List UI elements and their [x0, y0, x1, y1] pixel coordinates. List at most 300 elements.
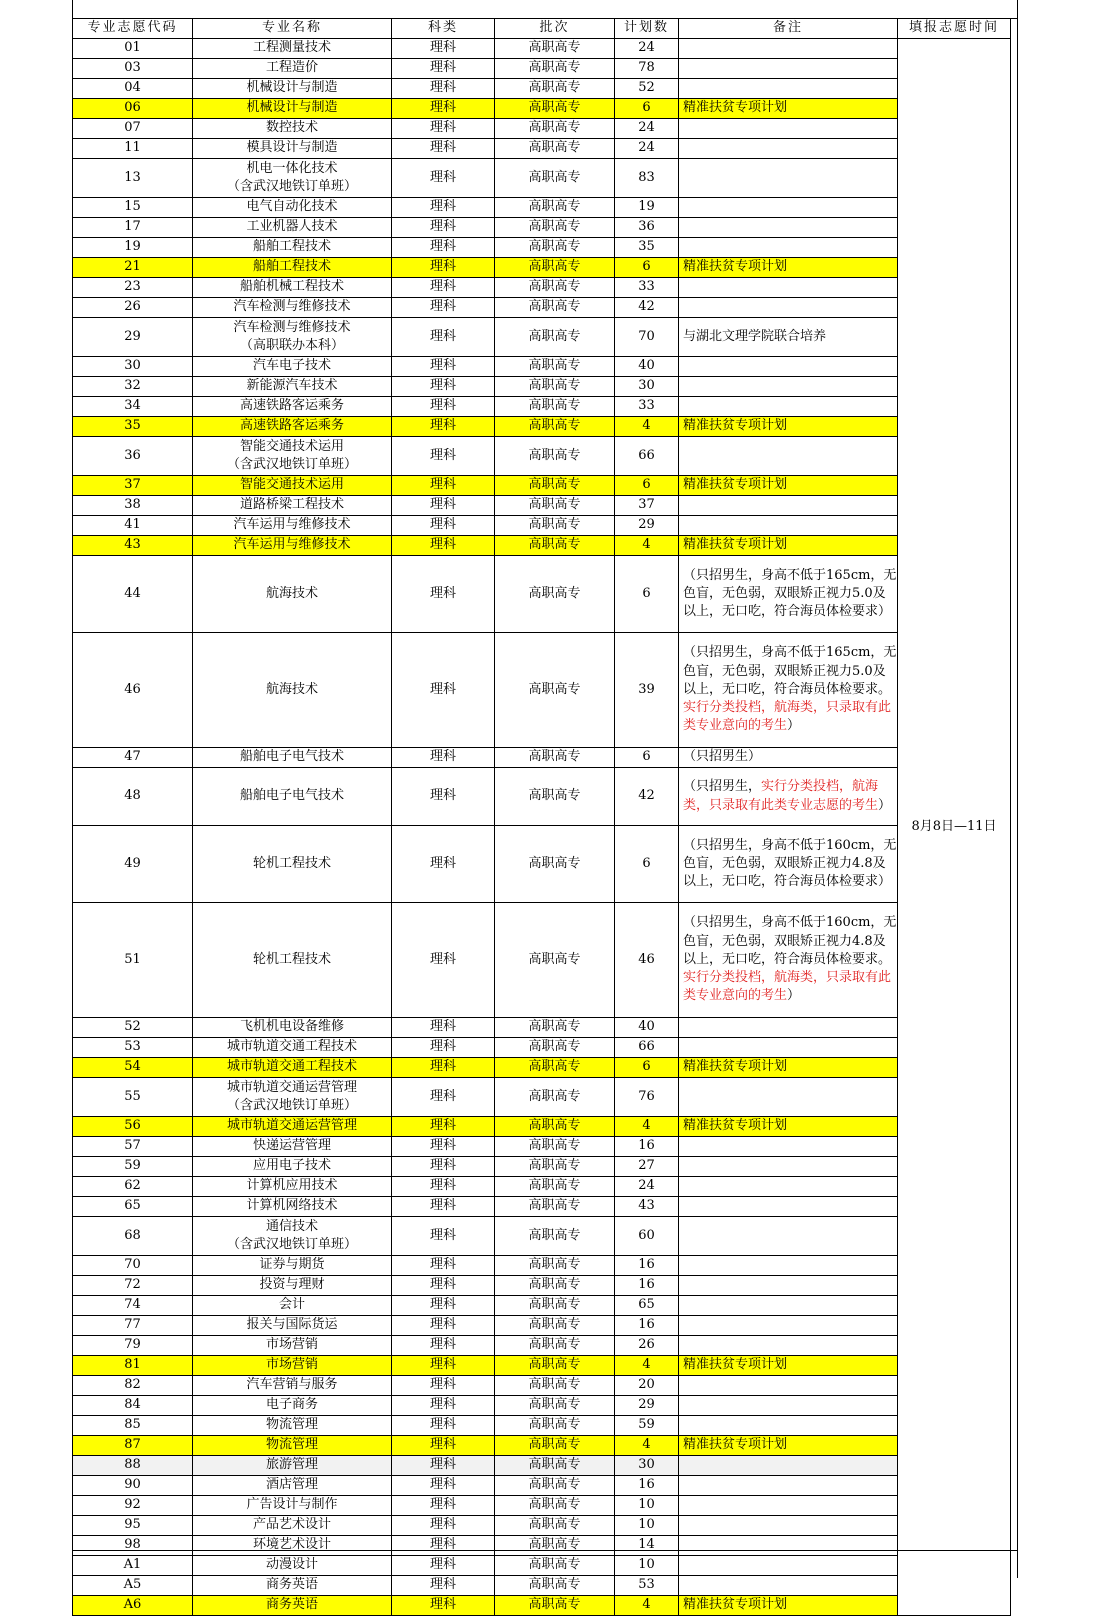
cell-note [679, 1556, 898, 1576]
cell-plan: 6 [615, 99, 679, 119]
cell-plan: 16 [615, 1276, 679, 1296]
table-row [73, 1058, 1011, 1078]
table-row [73, 1576, 1011, 1596]
cell-plan: 70 [615, 318, 679, 357]
note-tail: ） [878, 797, 892, 813]
cell-name: 船舶电子电气技术 [193, 768, 392, 826]
cell-note [679, 1496, 898, 1516]
cell-batch: 高职高专 [495, 1276, 615, 1296]
cell-category: 理科 [392, 1356, 495, 1376]
table-row [73, 437, 1011, 476]
cell-code: 98 [73, 1536, 193, 1556]
cell-category: 理科 [392, 1078, 495, 1117]
cell-code: 48 [73, 768, 193, 826]
cell-category: 理科 [392, 99, 495, 119]
cell-plan: 60 [615, 1217, 679, 1256]
cell-category: 理科 [392, 79, 495, 99]
cell-note [679, 1376, 898, 1396]
table-row [73, 59, 1011, 79]
cell-code: 88 [73, 1456, 193, 1476]
header-note: 备注 [679, 19, 898, 39]
cell-note [679, 357, 898, 377]
cell-batch: 高职高专 [495, 218, 615, 238]
cell-note [679, 1058, 898, 1078]
cell-batch: 高职高专 [495, 437, 615, 476]
cell-category: 理科 [392, 1376, 495, 1396]
cell-batch: 高职高专 [495, 516, 615, 536]
note-text: （只招男生，身高不低于160cm，无色盲，无色弱，双眼矫正视力4.8及以上，无口吃，符合海员体检要求） [683, 837, 897, 890]
cell-code: 95 [73, 1516, 193, 1536]
table-row [73, 556, 1011, 633]
cell-name: 轮机工程技术 [193, 826, 392, 903]
table-row [73, 258, 1011, 278]
cell-note [679, 1038, 898, 1058]
cell-plan: 83 [615, 159, 679, 198]
cell-category: 理科 [392, 476, 495, 496]
cell-name: 计算机网络技术 [193, 1197, 392, 1217]
cell-code: 07 [73, 119, 193, 139]
cell-note [679, 1078, 898, 1117]
cell-batch: 高职高专 [495, 59, 615, 79]
table-row [73, 238, 1011, 258]
cell-name: 汽车检测与维修技术 （高职联办本科） [193, 318, 392, 357]
cell-category: 理科 [392, 1177, 495, 1197]
cell-batch: 高职高专 [495, 1376, 615, 1396]
cell-name: 机械设计与制造 [193, 79, 392, 99]
cell-name: 船舶工程技术 [193, 258, 392, 278]
cell-note [679, 377, 898, 397]
cell-code: 47 [73, 748, 193, 768]
note-text: 精准扶贫专项计划 [683, 1437, 788, 1453]
table-row [73, 397, 1011, 417]
cell-category: 理科 [392, 1058, 495, 1078]
cell-note [679, 39, 898, 59]
cell-code: 92 [73, 1496, 193, 1516]
cell-batch: 高职高专 [495, 377, 615, 397]
cell-plan: 16 [615, 1316, 679, 1336]
cell-note [679, 476, 898, 496]
cell-code: 15 [73, 198, 193, 218]
cell-plan: 4 [615, 1117, 679, 1137]
cell-name: 市场营销 [193, 1356, 392, 1376]
cell-note [679, 1456, 898, 1476]
note-text: 精准扶贫专项计划 [683, 100, 788, 116]
table-row [73, 1177, 1011, 1197]
cell-name: 证券与期货 [193, 1256, 392, 1276]
cell-note [679, 1177, 898, 1197]
cell-category: 理科 [392, 903, 495, 1018]
cell-name: 高速铁路客运乘务 [193, 397, 392, 417]
cell-plan: 33 [615, 278, 679, 298]
cell-code: 84 [73, 1396, 193, 1416]
cell-name: 船舶工程技术 [193, 238, 392, 258]
cell-plan: 19 [615, 198, 679, 218]
cell-batch: 高职高专 [495, 536, 615, 556]
cell-plan: 59 [615, 1416, 679, 1436]
cell-code: 56 [73, 1117, 193, 1137]
cell-category: 理科 [392, 633, 495, 748]
cell-plan: 6 [615, 476, 679, 496]
enrollment-plan-table [72, 18, 1011, 1616]
cell-code: 74 [73, 1296, 193, 1316]
cell-code: 06 [73, 99, 193, 119]
table-row [73, 1157, 1011, 1177]
cell-batch: 高职高专 [495, 79, 615, 99]
cell-code: 87 [73, 1436, 193, 1456]
cell-batch: 高职高专 [495, 1436, 615, 1456]
cell-note [679, 318, 898, 357]
cell-plan: 10 [615, 1496, 679, 1516]
cell-batch: 高职高专 [495, 278, 615, 298]
cell-batch: 高职高专 [495, 1516, 615, 1536]
cell-plan: 4 [615, 417, 679, 437]
cell-plan: 30 [615, 377, 679, 397]
note-text: （只招男生，身高不低于160cm，无色盲，无色弱，双眼矫正视力4.8及以上，无口吃，符合海员体检要求。 [683, 915, 897, 967]
cell-name: 高速铁路客运乘务 [193, 417, 392, 437]
cell-batch: 高职高专 [495, 903, 615, 1018]
cell-category: 理科 [392, 298, 495, 318]
table-row [73, 1256, 1011, 1276]
cell-note [679, 417, 898, 437]
cell-category: 理科 [392, 1516, 495, 1536]
cell-code: 55 [73, 1078, 193, 1117]
cell-code: 11 [73, 139, 193, 159]
cell-batch: 高职高专 [495, 1456, 615, 1476]
cell-batch: 高职高专 [495, 417, 615, 437]
cell-batch: 高职高专 [495, 1137, 615, 1157]
cell-plan: 20 [615, 1376, 679, 1396]
cell-note [679, 119, 898, 139]
cell-batch: 高职高专 [495, 1356, 615, 1376]
table-row [73, 318, 1011, 357]
cell-note [679, 139, 898, 159]
note-text: 精准扶贫专项计划 [683, 1059, 788, 1075]
cell-note [679, 437, 898, 476]
cell-category: 理科 [392, 238, 495, 258]
cell-batch: 高职高专 [495, 1177, 615, 1197]
cell-code: 23 [73, 278, 193, 298]
cell-batch: 高职高专 [495, 1058, 615, 1078]
cell-batch: 高职高专 [495, 99, 615, 119]
cell-note [679, 1476, 898, 1496]
cell-plan: 27 [615, 1157, 679, 1177]
cell-category: 理科 [392, 1018, 495, 1038]
cell-code: 51 [73, 903, 193, 1018]
cell-note [679, 536, 898, 556]
cell-plan: 24 [615, 119, 679, 139]
cell-code: 46 [73, 633, 193, 748]
cell-note [679, 1536, 898, 1556]
cell-note [679, 1137, 898, 1157]
cell-batch: 高职高专 [495, 1396, 615, 1416]
cell-name: 电子商务 [193, 1396, 392, 1416]
cell-name: 工程造价 [193, 59, 392, 79]
cell-note [679, 1316, 898, 1336]
table-row [73, 377, 1011, 397]
cell-batch: 高职高专 [495, 1117, 615, 1137]
cell-batch: 高职高专 [495, 1476, 615, 1496]
table-row [73, 1496, 1011, 1516]
cell-batch: 高职高专 [495, 1217, 615, 1256]
cell-name: 航海技术 [193, 633, 392, 748]
table-row [73, 1038, 1011, 1058]
cell-batch: 高职高专 [495, 1556, 615, 1576]
cell-code: 82 [73, 1376, 193, 1396]
cell-batch: 高职高专 [495, 633, 615, 748]
note-text: 精准扶贫专项计划 [683, 537, 788, 553]
table-row [73, 748, 1011, 768]
cell-code: 37 [73, 476, 193, 496]
cell-category: 理科 [392, 357, 495, 377]
cell-note [679, 59, 898, 79]
cell-batch: 高职高专 [495, 1416, 615, 1436]
cell-plan: 14 [615, 1536, 679, 1556]
cell-plan: 42 [615, 768, 679, 826]
cell-code: 79 [73, 1336, 193, 1356]
note-text: 精准扶贫专项计划 [683, 1118, 788, 1134]
cell-note [679, 633, 898, 748]
cell-category: 理科 [392, 1197, 495, 1217]
table-row [73, 1117, 1011, 1137]
cell-category: 理科 [392, 278, 495, 298]
cell-batch: 高职高专 [495, 496, 615, 516]
table-row [73, 1596, 1011, 1616]
table-row [73, 1356, 1011, 1376]
table-row [73, 1456, 1011, 1476]
cell-name: 环境艺术设计 [193, 1536, 392, 1556]
cell-batch: 高职高专 [495, 826, 615, 903]
cell-code: 68 [73, 1217, 193, 1256]
cell-name: 商务英语 [193, 1576, 392, 1596]
cell-code: 32 [73, 377, 193, 397]
note-text: （只招男生，身高不低于165cm，无色盲，无色弱，双眼矫正视力5.0及以上，无口吃，符合海员体检要求） [683, 567, 897, 620]
cell-note [679, 1396, 898, 1416]
cell-plan: 66 [615, 437, 679, 476]
cell-category: 理科 [392, 1396, 495, 1416]
cell-category: 理科 [392, 59, 495, 79]
cell-name: 轮机工程技术 [193, 903, 392, 1018]
cell-code: 54 [73, 1058, 193, 1078]
cell-name: 道路桥梁工程技术 [193, 496, 392, 516]
cell-category: 理科 [392, 1476, 495, 1496]
cell-note [679, 218, 898, 238]
cell-plan: 35 [615, 238, 679, 258]
table-row [73, 536, 1011, 556]
table-row [73, 516, 1011, 536]
cell-batch: 高职高专 [495, 357, 615, 377]
table-body [73, 39, 1011, 1616]
header-category: 科类 [392, 19, 495, 39]
cell-code: 65 [73, 1197, 193, 1217]
cell-plan: 4 [615, 1356, 679, 1376]
cell-plan: 40 [615, 1018, 679, 1038]
table-row [73, 1436, 1011, 1456]
table-row [73, 1416, 1011, 1436]
cell-code: A1 [73, 1556, 193, 1576]
cell-note [679, 278, 898, 298]
table-row [73, 1536, 1011, 1556]
table-row [73, 1556, 1011, 1576]
note-emphasis: 实行分类投档，航海类，只录取有此类专业意向的考生 [683, 700, 892, 734]
application-time-cell: 8月8日—11日 [898, 39, 1011, 1616]
cell-note [679, 1296, 898, 1316]
cell-category: 理科 [392, 417, 495, 437]
cell-code: 90 [73, 1476, 193, 1496]
note-text: 精准扶贫专项计划 [683, 418, 788, 434]
cell-batch: 高职高专 [495, 1496, 615, 1516]
cell-name: 船舶机械工程技术 [193, 278, 392, 298]
cell-note [679, 1336, 898, 1356]
cell-name: 汽车运用与维修技术 [193, 516, 392, 536]
cell-plan: 6 [615, 258, 679, 278]
cell-note [679, 1197, 898, 1217]
cell-plan: 52 [615, 79, 679, 99]
cell-batch: 高职高专 [495, 1596, 615, 1616]
cell-note [679, 748, 898, 768]
cell-category: 理科 [392, 1117, 495, 1137]
cell-batch: 高职高专 [495, 298, 615, 318]
table-row [73, 119, 1011, 139]
cell-category: 理科 [392, 1276, 495, 1296]
cell-code: 19 [73, 238, 193, 258]
cell-category: 理科 [392, 1336, 495, 1356]
cell-name: 智能交通技术运用 [193, 476, 392, 496]
cell-batch: 高职高专 [495, 768, 615, 826]
note-text: （只招男生，身高不低于165cm，无色盲，无色弱，双眼矫正视力5.0及以上，无口吃，符合海员体检要求。 [683, 645, 897, 697]
cell-batch: 高职高专 [495, 139, 615, 159]
table-row [73, 768, 1011, 826]
cell-code: 52 [73, 1018, 193, 1038]
cell-code: 13 [73, 159, 193, 198]
cell-note [679, 556, 898, 633]
table-row [73, 1137, 1011, 1157]
table-row [73, 1516, 1011, 1536]
table-row [73, 198, 1011, 218]
table-row [73, 903, 1011, 1018]
cell-note [679, 258, 898, 278]
cell-plan: 39 [615, 633, 679, 748]
cell-plan: 66 [615, 1038, 679, 1058]
cell-note [679, 99, 898, 119]
cell-plan: 6 [615, 556, 679, 633]
cell-category: 理科 [392, 218, 495, 238]
cell-name: 工业机器人技术 [193, 218, 392, 238]
cell-name: 机电一体化技术 （含武汉地铁订单班） [193, 159, 392, 198]
cell-category: 理科 [392, 826, 495, 903]
cell-batch: 高职高专 [495, 258, 615, 278]
cell-batch: 高职高专 [495, 39, 615, 59]
cell-name: 会计 [193, 1296, 392, 1316]
cell-note [679, 1217, 898, 1256]
cell-note [679, 1276, 898, 1296]
table-row [73, 278, 1011, 298]
cell-batch: 高职高专 [495, 1336, 615, 1356]
cell-code: 72 [73, 1276, 193, 1296]
table-row [73, 218, 1011, 238]
table-row [73, 357, 1011, 377]
table-row [73, 298, 1011, 318]
cell-plan: 65 [615, 1296, 679, 1316]
table-row [73, 1476, 1011, 1496]
cell-code: 35 [73, 417, 193, 437]
cell-name: 城市轨道交通工程技术 [193, 1038, 392, 1058]
table-row [73, 1316, 1011, 1336]
cell-category: 理科 [392, 1296, 495, 1316]
cell-category: 理科 [392, 198, 495, 218]
cell-category: 理科 [392, 1496, 495, 1516]
cell-batch: 高职高专 [495, 238, 615, 258]
cell-plan: 78 [615, 59, 679, 79]
cell-category: 理科 [392, 1038, 495, 1058]
cell-code: 49 [73, 826, 193, 903]
cell-name: 数控技术 [193, 119, 392, 139]
cell-note [679, 1356, 898, 1376]
cell-batch: 高职高专 [495, 1018, 615, 1038]
cell-batch: 高职高专 [495, 1038, 615, 1058]
cell-plan: 30 [615, 1456, 679, 1476]
cell-category: 理科 [392, 139, 495, 159]
cell-code: A6 [73, 1596, 193, 1616]
cell-code: 41 [73, 516, 193, 536]
cell-category: 理科 [392, 39, 495, 59]
cell-note [679, 238, 898, 258]
table-row [73, 826, 1011, 903]
cell-code: 38 [73, 496, 193, 516]
cell-note [679, 298, 898, 318]
header-code: 专业志愿代码 [73, 19, 193, 39]
cell-plan: 53 [615, 1576, 679, 1596]
cell-category: 理科 [392, 496, 495, 516]
cell-note [679, 1516, 898, 1536]
cell-name: 飞机机电设备维修 [193, 1018, 392, 1038]
cell-name: 航海技术 [193, 556, 392, 633]
cell-batch: 高职高专 [495, 159, 615, 198]
cell-category: 理科 [392, 1436, 495, 1456]
cell-code: 81 [73, 1356, 193, 1376]
cell-name: 计算机应用技术 [193, 1177, 392, 1197]
cell-code: 70 [73, 1256, 193, 1276]
cell-note [679, 903, 898, 1018]
note-emphasis: 实行分类投档，航海类，只录取有此类专业志愿的考生 [683, 779, 879, 813]
cell-name: 投资与理财 [193, 1276, 392, 1296]
cell-name: 旅游管理 [193, 1456, 392, 1476]
cell-note [679, 397, 898, 417]
cell-category: 理科 [392, 1536, 495, 1556]
cell-category: 理科 [392, 556, 495, 633]
cell-plan: 29 [615, 516, 679, 536]
note-tail: ） [787, 988, 801, 1004]
cell-name: 模具设计与制造 [193, 139, 392, 159]
cell-code: 21 [73, 258, 193, 278]
cell-category: 理科 [392, 1137, 495, 1157]
header-row [73, 19, 1011, 39]
cell-batch: 高职高专 [495, 397, 615, 417]
cell-name: 工程测量技术 [193, 39, 392, 59]
cell-name: 酒店管理 [193, 1476, 392, 1496]
cell-note [679, 1436, 898, 1456]
cell-category: 理科 [392, 1316, 495, 1336]
cell-plan: 6 [615, 826, 679, 903]
cell-batch: 高职高专 [495, 556, 615, 633]
cell-code: 04 [73, 79, 193, 99]
cell-code: 59 [73, 1157, 193, 1177]
table-row [73, 139, 1011, 159]
cell-plan: 10 [615, 1516, 679, 1536]
cell-code: 36 [73, 437, 193, 476]
cell-batch: 高职高专 [495, 1256, 615, 1276]
cell-category: 理科 [392, 1556, 495, 1576]
cell-code: 57 [73, 1137, 193, 1157]
